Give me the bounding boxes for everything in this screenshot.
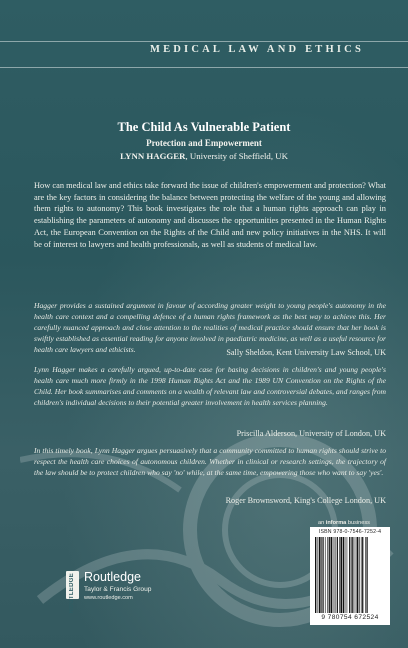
barcode-bar: [331, 537, 333, 613]
ean-number: 9 780754 672524: [321, 614, 379, 621]
barcode-bar: [357, 537, 359, 613]
barcode-bar: [352, 537, 353, 613]
barcode-bar: [319, 537, 321, 613]
reviewer-attribution: Priscilla Alderson, University of London, UK: [236, 429, 386, 438]
barcode-bar: [317, 537, 318, 613]
review-quote: In this timely book, Lynn Hagger argues persuasively that a community committed to human rights should strive to respect the health care choices of autonomous children. Whether in clinical or research settings, the trajectory of the law should be to protect children who say 'no' while, at the same time, empowering those who want to say 'yes'.: [34, 446, 386, 477]
barcode-bar: [327, 537, 328, 613]
barcode-icon: [315, 537, 385, 613]
barcode-bar: [355, 537, 356, 613]
barcode-bar: [315, 537, 316, 613]
barcode-panel: [310, 527, 390, 625]
barcode-bar: [337, 537, 338, 613]
publisher-name: Routledge: [84, 570, 141, 584]
review-quote: Lynn Hagger makes a carefully argued, up-to-date case for basing decisions in children's and young people's health care much more firmly in the 1998 Human Rights Act and the 1989 UN Convention on the Rights of the Child. Her book summarises and comments on a wealth of relevant law and controversial debates, and ranges from children's individual decisions to their potential greater involvement in health services planning.: [34, 365, 386, 407]
publisher-url: www.routledge.com: [84, 595, 133, 601]
barcode-bar: [361, 537, 362, 613]
review-quote: Hagger provides a sustained argument in favour of according greater weight to young people's autonomy in the health care context and a compelling defence of a human rights framework as the best way to achieve this. Her carefully nuanced approach and close attention to the realities of medical practice should ensure that her book is swiftly established as essential reading for anyone involved in paediatric medicine, as well as a useful resource for health care lawyers and ethicists.: [34, 301, 386, 354]
book-title: The Child As Vulnerable Patient: [117, 120, 291, 134]
series-title: MEDICAL LAW AND ETHICS: [149, 44, 364, 55]
barcode-bar: [334, 537, 335, 613]
book-subtitle: Protection and Empowerment: [146, 138, 262, 148]
barcode-bar: [322, 537, 323, 613]
bottom-rule: [0, 67, 408, 68]
barcode-bar: [347, 537, 348, 613]
author-line: [0, 151, 408, 161]
barcode-bar: [351, 537, 352, 613]
title-block: [0, 120, 408, 161]
barcode-bar: [359, 537, 360, 613]
book-blurb: How can medical law and ethics take forward the issue of children's empowerment and protection? What are the key factors in considering the balance between protecting the welfare of the young and allowing them rights to autonomy? This book investigates the role that a human rights approach can play in establishing the parameters of autonomy and discusses the opportunities presented in the Human Rights Act, the European Convention on the Rights of the Child and new policy initiatives in the NHS. It will be of interest to lawyers and health professionals, as well as students of medical law.: [34, 181, 386, 249]
barcode-bar: [325, 537, 326, 613]
barcode-bar: [340, 537, 342, 613]
informa-business-label: an informa business: [318, 520, 370, 526]
barcode-bar: [362, 537, 363, 613]
reviewer-attribution: Roger Brownsword, King's College London, UK: [225, 496, 386, 505]
isbn-label: ISBN 978-0-7546-7252-4: [318, 529, 382, 535]
barcode-bar: [349, 537, 350, 613]
barcode-bar: [343, 537, 344, 613]
barcode-bar: [345, 537, 346, 613]
routledge-logo-icon: ROUTLEDGE: [66, 571, 79, 599]
barcode-bar: [365, 537, 366, 613]
reviewer-attribution: Sally Sheldon, Kent University Law School, UK: [226, 348, 386, 357]
barcode-bar: [329, 537, 330, 613]
author-affiliation: , University of Sheffield, UK: [185, 151, 288, 161]
barcode-bar: [366, 537, 367, 613]
barcode-bar: [335, 537, 336, 613]
top-rule: [0, 41, 408, 42]
author-name: LYNN HAGGER: [120, 151, 186, 161]
barcode-bar: [321, 537, 322, 613]
publisher-group: Taylor & Francis Group: [84, 586, 152, 593]
barcode-bar: [339, 537, 340, 613]
